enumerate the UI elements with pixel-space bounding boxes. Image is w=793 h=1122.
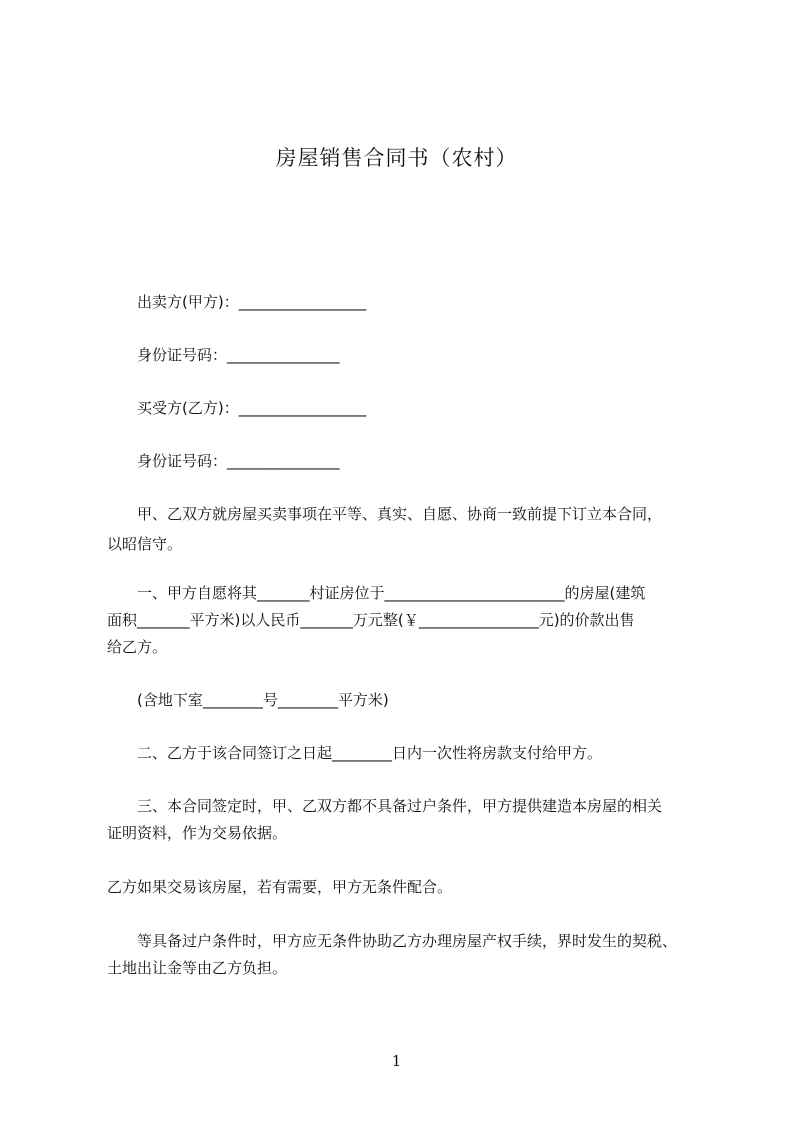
intro-paragraph-line-2: 以昭信守。	[107, 535, 183, 553]
intro-paragraph-line-1: 甲、乙双方就房屋买卖事项在平等、真实、自愿、协商一致前提下订立本合同，	[137, 505, 663, 523]
clause-3-extra: 乙方如果交易该房屋，若有需要，甲方无条件配合。	[107, 878, 453, 896]
transfer-paragraph-line-1: 等具备过户条件时，甲方应无条件协助乙方办理房屋产权手续，界时发生的契税、	[137, 932, 678, 950]
document-title: 房屋销售合同书（农村）	[275, 146, 518, 170]
clause-2: 二、乙方于该合同签订之日起________日内一次性将房款支付给甲方。	[137, 744, 603, 762]
transfer-paragraph-line-2: 土地出让金等由乙方负担。	[107, 959, 288, 977]
clause-3-line-2: 证明资料，作为交易依据。	[107, 824, 288, 842]
basement-line: (含地下室________号________平方米)	[137, 691, 389, 709]
clause-1-line-3: 给乙方。	[107, 638, 168, 656]
clause-1-line-2: 面积_______平方米)以人民币_______万元整(￥________________元)的价款出售	[107, 611, 635, 629]
seller-field: 出卖方(甲方)：_________________	[137, 293, 367, 311]
page-number: 1	[391, 1052, 402, 1070]
clause-3-line-1: 三、本合同签定时，甲、乙双方都不具备过户条件，甲方提供建造本房屋的相关	[137, 797, 663, 815]
seller-id-field: 身份证号码：_______________	[137, 346, 340, 364]
buyer-field: 买受方(乙方)：_________________	[137, 399, 367, 417]
buyer-id-field: 身份证号码：_______________	[137, 452, 340, 470]
clause-1-line-1: 一、甲方自愿将其_______村证房位于________________________的房屋(建筑	[137, 584, 646, 602]
